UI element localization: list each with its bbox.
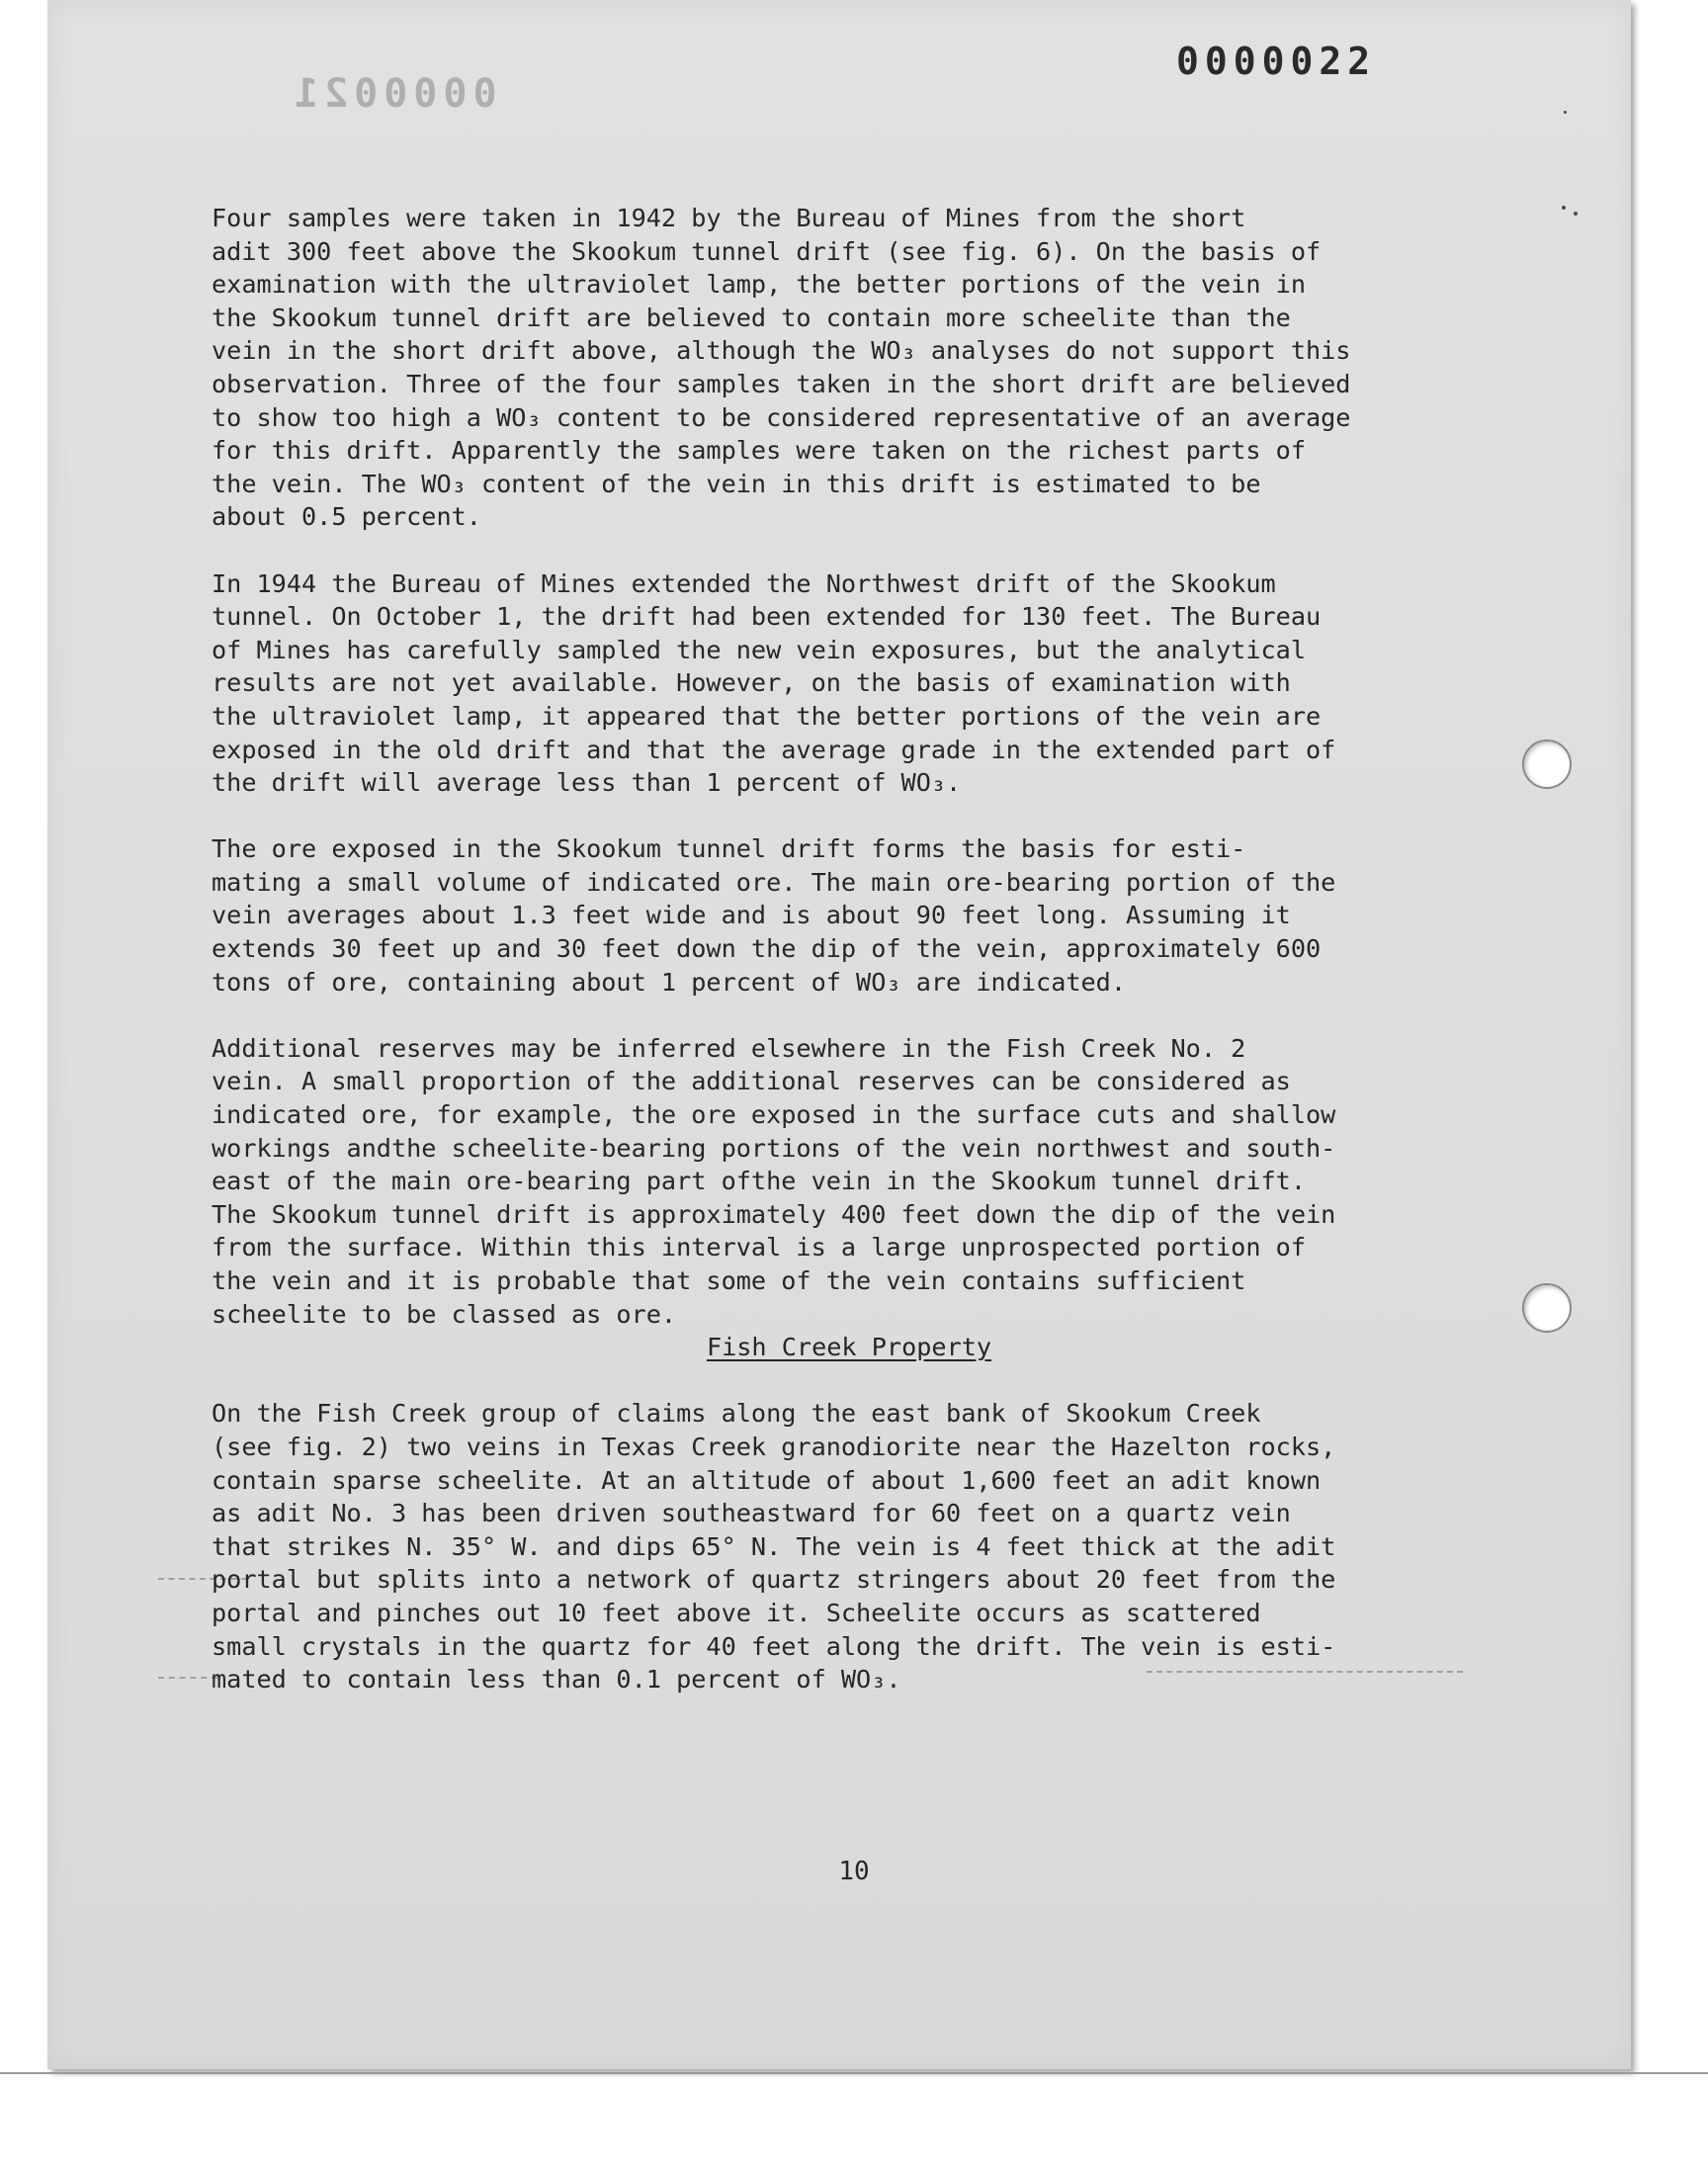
section-heading xyxy=(212,1331,1487,1364)
paragraph-spacer xyxy=(212,534,1487,567)
faint-mirrored-stamp: 0000021 xyxy=(289,71,497,117)
page-number: 10 xyxy=(838,1857,870,1886)
scanner-edge-line xyxy=(0,2072,1708,2074)
paragraph-spacer xyxy=(212,999,1487,1032)
section-heading-text: Fish Creek Property xyxy=(706,1333,992,1362)
section-paragraph: On the Fish Creek group of claims along the east bank of Skookum Creek (see fig. 2) two veins in Texas Creek granodiorite near the Hazelton rocks, contain sparse scheelite. At an altitude of about 1,600 feet an adit known as adit No. 3 has been driven southeastward for 60 feet on a quartz vein that strikes N. 35° W. and dips 65° N. The vein is 4 feet thick at the adit portal but splits into a network of quartz stringers about 20 feet from the portal and pinches out 10 feet above it. Scheelite occurs as scattered small crystals in the quartz for 40 feet along the drift. The vein is esti- mated to contain less than 0.1 percent of WO₃. xyxy=(212,1399,1336,1695)
paragraph-2: In 1944 the Bureau of Mines extended the Northwest drift of the Skookum tunnel. On October 1, the drift had been extended for 130 feet. The Bureau of Mines has carefully sampled the new vein exposures, but the analytical results are not yet available. However, on the basis of examination with the ultraviolet lamp, it appeared that the better portions of the vein are exposed in the old drift and that the average grade in the extended part of the drift will average less than 1 percent of WO₃. xyxy=(212,568,1336,798)
paragraph-spacer xyxy=(212,800,1487,833)
dust-speck xyxy=(1564,111,1567,114)
paragraph-1: Four samples were taken in 1942 by the Bureau of Mines from the short adit 300 feet above the Skookum tunnel drift (see fig. 6). On the basis of examination with the ultraviolet lamp, the better portions of the vein in the Skookum tunnel drift are believed to contain more scheelite than the vein in the short drift above, although the WO₃ analyses do not support this observation. Three of the four samples taken in the short drift are believed to show too high a WO₃ content to be considered representative of an average for this drift. Apparently the samples were taken on the richest parts of the vein. The WO₃ content of the vein in this drift is estimated to be about 0.5 percent. xyxy=(212,204,1351,532)
punch-hole-lower xyxy=(1522,1283,1572,1333)
paragraph-3: The ore exposed in the Skookum tunnel drift forms the basis for esti- mating a small volume of indicated ore. The main ore-bearing portion of the vein averages about 1.3 feet wide and is about 90 feet long. Assuming it extends 30 feet up and 30 feet down the dip of the vein, approximately 600 tons of ore, containing about 1 percent of WO₃ are indicated. xyxy=(212,834,1336,997)
document-number-stamp: 0000022 xyxy=(1176,40,1377,83)
body-text xyxy=(212,202,1487,1696)
dust-speck xyxy=(1574,212,1578,216)
paragraph-4: Additional reserves may be inferred elsewhere in the Fish Creek No. 2 vein. A small proportion of the additional reserves can be considered as indicated ore, for example, the ore exposed in the surface cuts and shallow workings andthe scheelite-bearing portions of the vein northwest and south- east of the main ore-bearing part ofthe vein in the Skookum tunnel drift. The Skookum tunnel drift is approximately 400 feet down the dip of the vein from the surface. Within this interval is a large unprospected portion of the vein and it is probable that some of the vein contains sufficient scheelite to be classed as ore. xyxy=(212,1033,1336,1329)
scan-artifact-line xyxy=(158,1677,217,1679)
dust-speck xyxy=(1562,206,1566,210)
punch-hole-upper xyxy=(1522,740,1572,789)
